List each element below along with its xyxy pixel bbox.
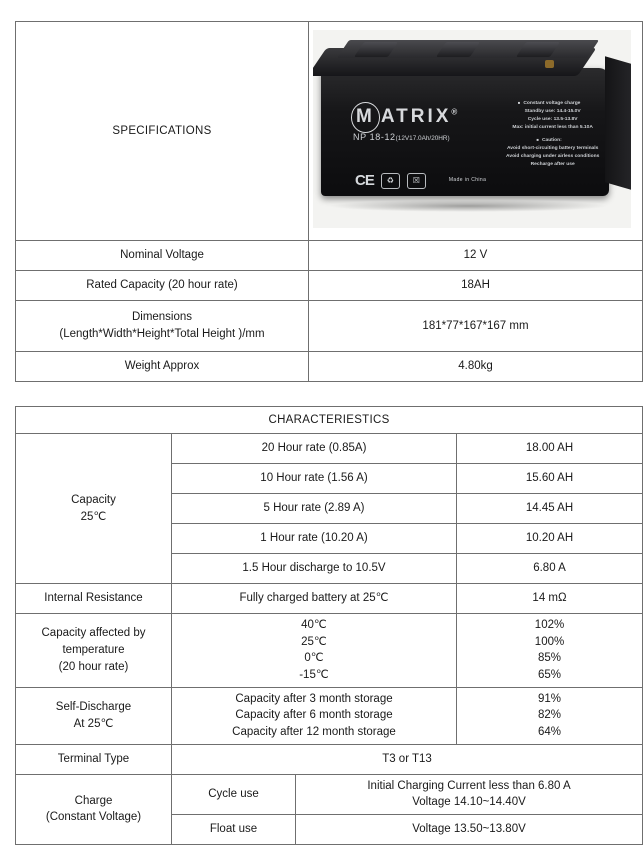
weight-label: Weight Approx xyxy=(16,352,309,382)
weight-value: 4.80kg xyxy=(309,352,643,382)
battery-model-number: NP 18-12 xyxy=(353,132,396,142)
page-title: SPECIFICATIONS xyxy=(16,22,309,241)
temperature-condition: -15℃ xyxy=(299,669,329,682)
no-disposal-icon: ☒ xyxy=(407,173,426,189)
specifications-table xyxy=(15,21,643,382)
capacity-condition: 10 Hour rate (1.56 A) xyxy=(172,464,457,494)
temperature-value: 102% xyxy=(534,619,565,631)
charge-label-line2: (Constant Voltage) xyxy=(45,811,142,824)
caution-line-1: Avoid short-circuiting battery terminals xyxy=(506,145,599,151)
rated-capacity-label: Rated Capacity (20 hour rate) xyxy=(16,271,309,301)
self-discharge-conditions xyxy=(172,687,457,744)
recycle-icon: ♻ xyxy=(381,173,400,189)
terminal-type-label: Terminal Type xyxy=(16,744,172,774)
brand-name-rest: ATRIX xyxy=(380,106,452,127)
cycle-use-value xyxy=(296,774,643,814)
spec-sheet-page xyxy=(0,21,643,836)
capacity-value: 6.80 A xyxy=(457,554,643,584)
table-row xyxy=(16,352,643,382)
dimensions-label-line1: Dimensions xyxy=(131,311,193,324)
self-discharge-condition: Capacity after 3 month storage xyxy=(235,692,393,705)
battery-model-capacity: (12V17.0Ah/20HR) xyxy=(395,135,450,142)
cycle-use-current: Initial Charging Current less than 6.80 A xyxy=(367,779,571,792)
capacity-label-line1: Capacity xyxy=(71,493,116,506)
charge-max-current-line: Max: initial current less than 5.10A xyxy=(512,124,593,130)
table-row xyxy=(16,774,643,814)
table-row xyxy=(16,241,643,271)
characteristics-table xyxy=(15,406,643,845)
capacity-condition: 5 Hour rate (2.89 A) xyxy=(172,494,457,524)
table-row xyxy=(16,434,643,464)
temperature-value: 100% xyxy=(534,635,565,648)
temperature-effect-values xyxy=(457,614,643,688)
dimensions-label xyxy=(16,301,309,352)
self-discharge-label-line2: At 25℃ xyxy=(73,717,114,730)
charge-instructions-block xyxy=(499,100,599,132)
dimensions-label-line2: (Length*Width*Height*Total Height )/mm xyxy=(59,328,265,340)
self-discharge-label xyxy=(16,687,172,744)
certification-marks xyxy=(355,170,486,192)
capacity-value: 18.00 AH xyxy=(457,434,643,464)
temperature-value: 65% xyxy=(538,669,562,682)
capacity-condition: 1 Hour rate (10.20 A) xyxy=(172,524,457,554)
battery-warning-text xyxy=(499,100,599,174)
table-row xyxy=(16,584,643,614)
temperature-condition: 25℃ xyxy=(301,635,327,648)
temperature-effect-label-line2: temperature xyxy=(62,644,125,656)
registered-trademark-icon: ® xyxy=(451,107,458,117)
temperature-value: 85% xyxy=(538,652,562,665)
charge-heading: ■ Constant voltage charge xyxy=(518,101,581,106)
caution-block xyxy=(499,137,599,169)
temperature-condition: 0℃ xyxy=(304,652,324,665)
caution-heading: ■ Caution: xyxy=(537,138,562,143)
temperature-condition: 40℃ xyxy=(301,619,327,631)
battery-terminal-nub xyxy=(545,60,554,68)
self-discharge-values xyxy=(457,687,643,744)
temperature-effect-label xyxy=(16,614,172,688)
capacity-condition: 20 Hour rate (0.85A) xyxy=(172,434,457,464)
table-row xyxy=(16,744,643,774)
terminal-type-value: T3 or T13 xyxy=(172,744,643,774)
temperature-effect-label-line1: Capacity affected by xyxy=(41,627,146,640)
brand-initial: M xyxy=(351,102,380,133)
internal-resistance-condition: Fully charged battery at 25℃ xyxy=(172,584,457,614)
capacity-value: 10.20 AH xyxy=(457,524,643,554)
dimensions-value: 181*77*167*167 mm xyxy=(309,301,643,352)
nominal-voltage-value: 12 V xyxy=(309,241,643,271)
cycle-use-label: Cycle use xyxy=(172,774,296,814)
capacity-value: 14.45 AH xyxy=(457,494,643,524)
country-of-origin: Made in China xyxy=(448,177,487,184)
specifications-header-row xyxy=(16,22,643,241)
charge-label xyxy=(16,774,172,844)
float-use-label: Float use xyxy=(172,815,296,845)
cycle-use-voltage: Voltage 14.10~14.40V xyxy=(412,796,526,809)
temperature-effect-label-line3: (20 hour rate) xyxy=(58,660,129,673)
battery-product-image xyxy=(313,30,631,228)
product-photo-cell xyxy=(309,22,643,241)
charge-label-line1: Charge xyxy=(74,794,113,807)
self-discharge-label-line1: Self-Discharge xyxy=(55,701,132,714)
battery-side-face xyxy=(605,56,631,189)
self-discharge-condition: Capacity after 6 month storage xyxy=(235,709,393,722)
self-discharge-value: 82% xyxy=(538,709,562,722)
capacity-condition: 1.5 Hour discharge to 10.5V xyxy=(172,554,457,584)
battery-model-label xyxy=(353,131,450,144)
table-row xyxy=(16,301,643,352)
temperature-effect-conditions xyxy=(172,614,457,688)
characteristics-header-row xyxy=(16,407,643,434)
caution-line-3: Recharge after use xyxy=(530,161,575,167)
caution-line-2: Avoid charging under airless conditions xyxy=(506,153,600,159)
battery-brand-logo xyxy=(351,102,457,133)
self-discharge-value: 91% xyxy=(538,692,562,705)
characteristics-header: CHARACTERIESTICS xyxy=(16,407,643,434)
capacity-label-line2: 25℃ xyxy=(80,510,107,523)
charge-cycle-line: Cycle use: 13.5-13.8V xyxy=(527,116,578,122)
self-discharge-value: 64% xyxy=(538,726,562,739)
internal-resistance-label: Internal Resistance xyxy=(16,584,172,614)
capacity-label xyxy=(16,434,172,584)
rated-capacity-value: 18AH xyxy=(309,271,643,301)
charge-standby-line: Standby use: 14.4-15.0V xyxy=(524,108,581,114)
nominal-voltage-label: Nominal Voltage xyxy=(16,241,309,271)
battery-drop-shadow xyxy=(327,200,609,212)
table-row xyxy=(16,271,643,301)
table-row xyxy=(16,687,643,744)
ce-mark-icon: CE xyxy=(355,172,374,189)
float-use-value: Voltage 13.50~13.80V xyxy=(296,815,643,845)
self-discharge-condition: Capacity after 12 month storage xyxy=(232,726,396,739)
internal-resistance-value: 14 mΩ xyxy=(457,584,643,614)
table-row xyxy=(16,614,643,688)
capacity-value: 15.60 AH xyxy=(457,464,643,494)
